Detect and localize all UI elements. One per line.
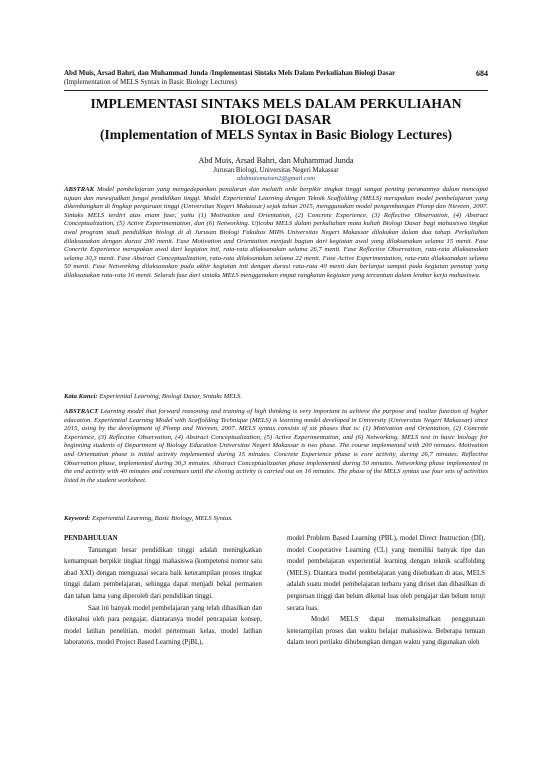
abstract-label: ABSTRAK (64, 186, 95, 193)
paragraph: Tantangan besar pendidikan tinggi adalah meningkatkan kemampuan berpikir tingkat tinggi mahasiswa (kompetensi nomor satu abad XXI) dengan menguasai secara baik keterampilan proses tingkat tinggi dalam pembelajaran, sehingga dapat menjadi bekal permanen dan tahan lama yang diperoleh dari pendidikan tinggi. (64, 546, 262, 600)
abstract-indonesian (64, 186, 488, 281)
keywords-indonesian (64, 393, 488, 402)
title-line-3: (Implementation of MELS Syntax in Basic Biology Lectures) (99, 127, 453, 142)
page-number: 684 (476, 69, 488, 78)
abstract-en-label: ABSTRACT (64, 408, 99, 415)
paragraph: Model MELS dapat memaksimalkan penggunaan keterampilan proses dan waktu belajar mahasiswa. Beberapa temuan dalam teori perilaku dihubungkan dengan waktu yang digunakan oleh (287, 616, 485, 647)
running-header (64, 69, 488, 87)
body-column-left (64, 533, 262, 649)
header-rule (64, 90, 488, 91)
title-line-2: BIOLOGI DASAR (220, 111, 332, 127)
header-citation-en: (Implementation of MELS Syntax in Basic Biology Lectures) (64, 78, 237, 86)
keywords-en-text: Experiential Learning, Basic Biology, MELS Syntax. (90, 515, 233, 522)
keywords-english (64, 515, 488, 524)
abstract-english (64, 408, 488, 485)
email-link[interactable]: abdmuismuisen2@gmail.com (236, 175, 316, 182)
header-citation: Abd Muis, Arsad Bahri, dan Muhammad Junda /Implementasi Sintaks Mels Dalam Perkuliahan Biologi Dasar (64, 69, 396, 77)
abstract-en-text: Learning model that forward reasoning and training of high thinking is very important to achieve the purpose and realize function of higher education. Experiential Learning Model with Scaffolding Technique (MELS) is learning model developed in University (Universitas Negeri Makassar) since 2015, using by the development of Plomp and Nieveen, 2007. MELS syntax consists of six phases that is: (1) Motivation and Orientation, (2) Concrete Experience, (3) Reflective Observation, (4) Abstract Conceptualization, (5) Active Experimentation, and (6) Networking. MELS test in basic biology for beginning students of Department of Biology Education Universitas Negeri Makassar is two phase. The course implemented with 200 minutes. Motivation and Orientation phase is initial activity implemented during 15 minutes. Concrete Experience phase is core activity, during 26,7 minutes. Reflective Observation phase, implemented during 30,3 minutes. Abstract Conceptualization phase implemented during 50 minutes. Networking phase implemented in the end activity with 40 minutes and continues until the closing activity is carried out on 16 minutes. The phase of the MELS syntax use four sets of activities listed in the student worksheet. (64, 408, 488, 484)
body-column-right (287, 533, 485, 649)
abstract-text: Model pembelajaran yang mengedepankan penalaran dan melatih orde berpikir tingkat tinggi sangat penting peranannya dalam mencapai tujuan dan mewujudkan fungsi pendidikan tinggi. Model Experiential Learning dengan Teknik Scaffolding (MELS) merupakan model pembelajaran yang dikembangkan di lingkup perguruan tinggi (Universitas Negeri Makassar) sejak tahun 2015, menggunakan model pengembangan Plomp dan Nieveen, 2007. Sintaks MELS terdiri atas enam fase; yaitu (1) Motivation and Orientation, (2) Concrete Experience, (3) Reflective Observation, (4) Abstract Conceptualization, (5) Active Experimentation, dan (6) Networking. Ujicoba MELS dalam perkuliahan mata kuliah Biologi Dasar bagi mahasiswa tingkat awal program studi pendidikan biologi di di Jurusan Biologi Fakultas MIPA Universitas Negeri Makassar dilakukan dalam dua tahap. Perkuliahan dilaksanakan dengan durasi 200 menit. Fase Motivation and Orientation menjadi bagian dari kegiatan awal yang dilaksanakan selama 15 menit. Fase Concrite Experience merupakan awal dari kegiatan inti, rata-rata dilaksanakan selama 26,7 menit. Fase Reflective Observation, rata-rata dilaksanakan selama 30,3 menit. Fase Abstract Conceptualization, rata-rata dilaksanakan selama 22 menit. Fase Active Experimentation, rata-rata dilaksanakan selama 50 menit. Fase Networking dilaksanakan pada akhir kegiatan inti dengan durasi rata-rata 40 menit dan berlanjut sampai pada kegiatan penutup yang dilaksanakan rata-rata 16 menit. Seluruh fase dari sintaks MELS menggunakan empat rangkaian kegiatan yang tercantum dalam lembar kerja mahasiswa. (64, 186, 488, 279)
authors: Abd Muis, Arsad Bahri, dan Muhammad Junda (198, 156, 354, 165)
keywords-label: Kata Kunci: (64, 393, 98, 400)
paragraph: Saat ini banyak model pembelajaran yang telah dihasilkan dan diketahui oleh para pengajar, diantaranya model pencapaian konsep, model latihan penelitian, model pertemuan kelas, model latihan laboratoris, model Project Based Learning (PjBL), (64, 604, 262, 647)
affiliation: Jurusan Biologi, Universitas Negeri Makassar (213, 167, 339, 174)
title-line-1: IMPLEMENTASI SINTAKS MELS DALAM PERKULIAHAN (90, 96, 462, 111)
section-heading: PENDAHULUAN (64, 535, 118, 542)
paragraph: model Problem Based Learning (PBL), model Direct Instruction (DI), model Cooperative Learning (CL) yang memiliki banyak tipe dan model pembelajaran experiential learning dengan teknik scaffolding (MELS). Diantara model pembelajaran yang disebutkan di atas, MELS adalah suatu model pembelajaran terbaru yang diriset dan dihasilkan di perguruan tinggi dan belum dikenal luas oleh pengajar dan belum teruji secara luas. (287, 535, 485, 612)
keywords-text: Experiential Learning, Biologi Dasar, Sintaks MELS. (97, 393, 242, 400)
paper-title (64, 96, 488, 143)
keywords-en-label: Keyword: (64, 515, 91, 522)
